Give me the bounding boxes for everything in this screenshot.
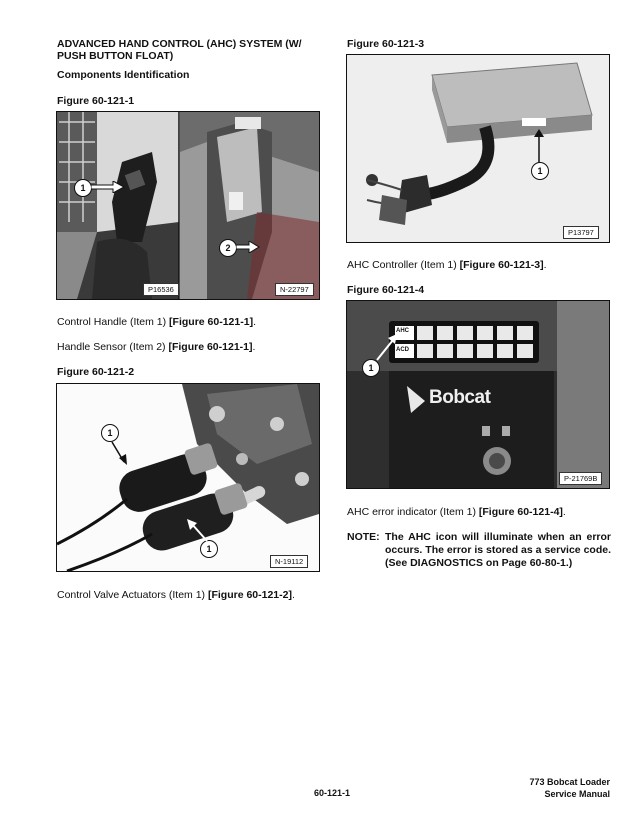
note-line-3: (See DIAGNOSTICS on Page 60-80-1.): [385, 557, 573, 569]
figure-3-callout: 1: [531, 162, 549, 180]
figure-2-callout-bottom: 1: [200, 540, 218, 558]
figure-3-photo: [347, 55, 609, 242]
caption-control-handle: Control Handle (Item 1) [Figure 60-121-1].: [57, 316, 256, 328]
figure-1-code-left: P16536: [143, 283, 179, 296]
figure-2-arrow-top: [109, 440, 131, 466]
figure-4-code: P-21769B: [559, 472, 602, 485]
figure-3-code: P13797: [563, 226, 599, 239]
components-subheading: Components Identification: [57, 69, 190, 81]
figure-4-acd-icon: ACD: [396, 347, 409, 353]
figure-1-arrow-1: [91, 181, 125, 193]
caption-ahc-controller: AHC Controller (Item 1) [Figure 60-121-3].: [347, 259, 547, 271]
figure-2-image: [56, 383, 320, 572]
page-number: 60-121-1: [314, 788, 351, 798]
section-heading: ADVANCED HAND CONTROL (AHC) SYSTEM (W/ PUSH BUTTON FLOAT): [57, 38, 302, 62]
caption-control-valve-actuators: Control Valve Actuators (Item 1) [Figure 60-121-2].: [57, 589, 295, 601]
figure-2-arrow-bottom: [185, 519, 211, 543]
figure-3-title: Figure 60-121-3: [347, 38, 425, 50]
figure-1-image: [56, 111, 320, 300]
figure-2-code: N-19112: [270, 555, 308, 568]
figure-1-arrow-2: [236, 241, 260, 253]
caption-ahc-error-indicator: AHC error indicator (Item 1) [Figure 60-121-4].: [347, 506, 566, 518]
figure-4-callout: 1: [362, 359, 380, 377]
note-label: NOTE:: [347, 531, 380, 543]
footer-book-title: 773 Bobcat Loader Service Manual: [529, 777, 610, 799]
figure-1-title: Figure 60-121-1: [57, 95, 135, 107]
figure-4-image: [346, 300, 610, 489]
figure-1-callout-1: 1: [74, 179, 92, 197]
caption-handle-sensor: Handle Sensor (Item 2) [Figure 60-121-1].: [57, 341, 256, 353]
figure-4-arrow: [375, 334, 399, 362]
figure-2-callout-top: 1: [101, 424, 119, 442]
figure-4-title: Figure 60-121-4: [347, 284, 425, 296]
figure-1-callout-2: 2: [219, 239, 237, 257]
note-line-1: The AHC icon will illuminate when an error: [385, 531, 611, 543]
figure-2-title: Figure 60-121-2: [57, 366, 135, 378]
figure-1-code-right: N-22797: [275, 283, 314, 296]
figure-4-ahc-icon: AHC: [396, 328, 409, 334]
note-line-2: occurs. The error is stored as a service code.: [385, 544, 611, 556]
figure-1-photo: [57, 112, 319, 299]
bobcat-logo: Bobcat: [429, 387, 491, 408]
figure-3-arrow: [533, 129, 545, 163]
figure-3-image: [346, 54, 610, 243]
